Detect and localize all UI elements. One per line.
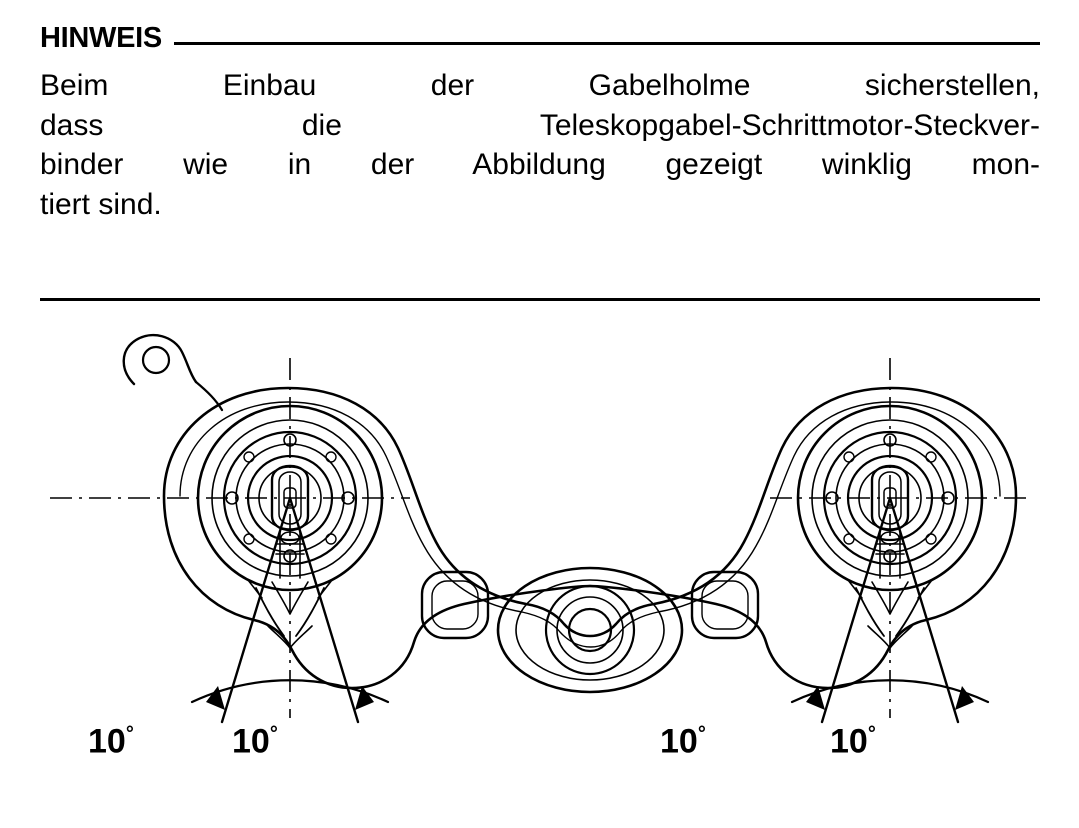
note-line: binder wie in der Abbildung gezeigt winklig mon- <box>40 148 1040 182</box>
note-line: tiert sind. <box>40 187 162 221</box>
angle-label-left-outer <box>88 722 134 761</box>
technical-figure <box>40 330 1040 800</box>
angle-label-right-outer <box>830 722 876 761</box>
angle-label-left-inner <box>232 722 278 761</box>
note-bottom-rule <box>40 298 1040 301</box>
angle-value: 10 <box>660 722 698 761</box>
angle-unit: ° <box>269 723 278 745</box>
angle-label-row <box>40 718 1040 778</box>
note-block <box>40 18 1040 224</box>
note-body <box>40 66 1040 224</box>
angle-unit: ° <box>867 723 876 745</box>
angle-value: 10 <box>88 722 126 761</box>
note-line: dass die Teleskopgabel-Schrittmotor-Steckver- <box>40 108 1040 142</box>
angle-unit: ° <box>125 723 134 745</box>
note-header-rule <box>174 42 1040 45</box>
angle-value: 10 <box>830 722 868 761</box>
angle-unit: ° <box>697 723 706 745</box>
note-line: Beim Einbau der Gabelholme sicherstellen, <box>40 69 1040 102</box>
note-title: HINWEIS <box>40 21 162 54</box>
note-header <box>40 18 1040 58</box>
angle-value: 10 <box>232 722 270 761</box>
angle-label-right-inner <box>660 722 706 761</box>
